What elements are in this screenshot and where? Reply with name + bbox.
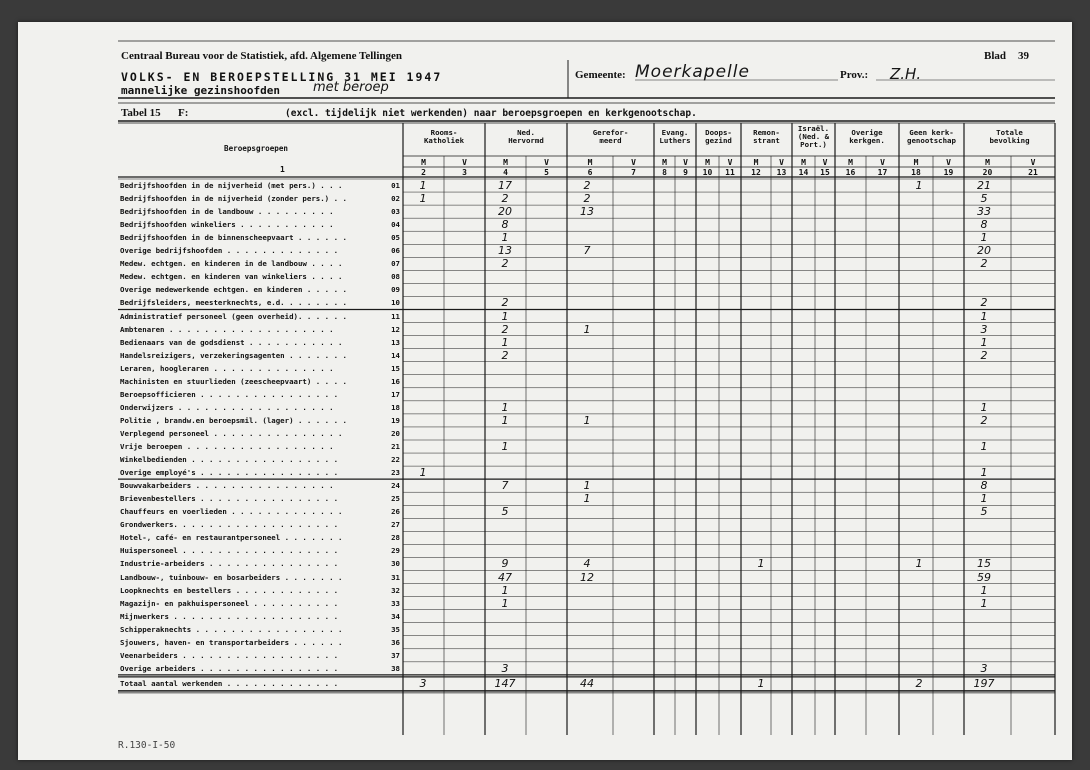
value-gm: 1 bbox=[583, 322, 591, 336]
column-number: 11 bbox=[725, 168, 735, 177]
column-group-9: Geen kerk- genootschap bbox=[907, 128, 956, 145]
column-number: 4 bbox=[503, 168, 508, 177]
sheet-number: 39 bbox=[1018, 50, 1029, 62]
value-tot: 15 bbox=[977, 557, 991, 571]
row-label: Leraren, hoogleraren . . . . . . . . . . . . . . bbox=[120, 363, 334, 373]
row-number: 26 bbox=[391, 507, 400, 517]
row-number: 13 bbox=[391, 337, 400, 347]
value-tot: 3 bbox=[980, 661, 988, 675]
value-gm: 7 bbox=[583, 244, 591, 258]
row-number: 30 bbox=[391, 559, 400, 569]
sub-label: V bbox=[880, 158, 885, 167]
row-number: 17 bbox=[391, 389, 400, 399]
row-label: Bedrijfshoofden in de binnenscheepvaart . . . . . . bbox=[120, 233, 347, 243]
value-tot: 33 bbox=[977, 205, 991, 219]
row-number: 16 bbox=[391, 376, 400, 386]
row-label: Bouwvakarbeiders . . . . . . . . . . . . . . . . bbox=[120, 481, 334, 491]
row-number: 01 bbox=[391, 181, 400, 190]
column-number: 15 bbox=[820, 168, 830, 177]
value-tot: 8 bbox=[980, 479, 988, 493]
value-geen: 2 bbox=[915, 676, 923, 690]
row-label: Overige arbeiders . . . . . . . . . . . . . . . . bbox=[120, 663, 339, 673]
sub-label: M bbox=[705, 158, 710, 167]
row-label: Schipperaknechts . . . . . . . . . . . . . . . . . bbox=[120, 624, 343, 634]
value-nh: 1 bbox=[501, 400, 509, 414]
row-header-number: 1 bbox=[280, 165, 285, 174]
value-nh: 2 bbox=[501, 296, 509, 310]
column-group-4: Evang. Luthers bbox=[659, 128, 691, 145]
column-group-6: Remon- strant bbox=[753, 128, 780, 145]
row-label: Onderwijzers . . . . . . . . . . . . . . . . . . bbox=[120, 402, 334, 412]
sub-label: V bbox=[822, 158, 828, 167]
row-label: Vrije beroepen . . . . . . . . . . . . . . . . . bbox=[120, 442, 334, 451]
bureau-line: Centraal Bureau voor de Statistiek, afd. Algemene Tellingen bbox=[121, 50, 403, 62]
value-rk: 1 bbox=[419, 466, 427, 480]
row-number: 11 bbox=[391, 311, 400, 321]
value-gm: 1 bbox=[583, 479, 591, 493]
prov-value: Z.H. bbox=[890, 65, 922, 83]
value-tot: 1 bbox=[980, 596, 988, 610]
value-tot: 2 bbox=[980, 296, 988, 310]
column-group-10: Totale bevolking bbox=[989, 128, 1030, 145]
row-header: Beroepsgroepen bbox=[224, 144, 289, 153]
column-number: 20 bbox=[982, 168, 993, 177]
value-nh: 2 bbox=[501, 322, 509, 336]
value-nh: 17 bbox=[498, 179, 512, 192]
value-geen: 1 bbox=[915, 557, 923, 571]
row-label: Brievenbestellers . . . . . . . . . . . . . . . . bbox=[120, 494, 339, 504]
row-label: Handelsreizigers, verzekeringsagenten . . . . . . . bbox=[120, 350, 347, 360]
row-number: 04 bbox=[391, 220, 400, 230]
row-label: Overige medewerkende echtgen. en kinderen . . . . . bbox=[120, 285, 347, 295]
column-number: 6 bbox=[587, 168, 593, 177]
census-sheet bbox=[18, 22, 1072, 760]
sub-label: V bbox=[946, 158, 951, 167]
gemeente-label: Gemeente: bbox=[575, 69, 626, 81]
row-number: 19 bbox=[391, 415, 400, 425]
column-group-1: Rooms- Katholiek bbox=[423, 128, 465, 145]
row-number: 14 bbox=[391, 350, 400, 360]
value-nh: 7 bbox=[501, 479, 509, 493]
value-tot: 1 bbox=[980, 466, 988, 480]
row-label: Medew. echtgen. en kinderen in de landbouw . . . . bbox=[120, 259, 343, 269]
sub-label: M bbox=[848, 158, 853, 167]
census-title: VOLKS- EN BEROEPSTELLING 31 MEI 1947 bbox=[121, 70, 443, 84]
row-number: 12 bbox=[391, 324, 400, 334]
sub-label: V bbox=[1030, 158, 1036, 167]
row-label: Bedrijfshoofden in de landbouw . . . . . . . . . bbox=[120, 207, 334, 217]
row-label: Bedrijfshoofden in de nijverheid (met pers.) . . . bbox=[120, 181, 343, 190]
row-label: Mijnwerkers . . . . . . . . . . . . . . . . . . . bbox=[120, 611, 339, 621]
value-nh: 1 bbox=[501, 413, 509, 427]
value-gm: 1 bbox=[583, 492, 591, 506]
row-label: Industrie-arbeiders . . . . . . . . . . . . . . . bbox=[120, 559, 339, 569]
value-gm: 44 bbox=[580, 676, 594, 690]
value-nh: 2 bbox=[501, 257, 509, 271]
sub-label: M bbox=[985, 158, 990, 167]
row-number: 02 bbox=[391, 194, 400, 204]
column-number: 16 bbox=[845, 168, 856, 177]
value-nh: 3 bbox=[501, 661, 509, 675]
value-rk: 1 bbox=[419, 192, 427, 206]
sub-label: V bbox=[631, 158, 636, 167]
column-number: 5 bbox=[544, 168, 549, 177]
column-group-5: Doops- gezind bbox=[705, 128, 732, 145]
column-number: 2 bbox=[421, 168, 426, 177]
row-label: Magazijn- en pakhuispersoneel . . . . . . . . . . bbox=[120, 598, 339, 608]
value-geen: 1 bbox=[915, 179, 923, 192]
value-tot: 5 bbox=[980, 192, 988, 206]
sub-label: M bbox=[662, 158, 667, 167]
row-label: Bedrijfshoofden in de nijverheid (zonder pers.) . . bbox=[120, 194, 347, 204]
row-number: 29 bbox=[391, 546, 400, 556]
value-rk: 3 bbox=[419, 676, 427, 690]
column-group-7: Israël. (Ned. & Port.) bbox=[797, 124, 830, 149]
value-nh: 2 bbox=[501, 348, 509, 362]
value-nh: 147 bbox=[494, 676, 516, 690]
row-number: 20 bbox=[391, 428, 400, 438]
sheet-label: Blad bbox=[984, 50, 1007, 62]
prov-label: Prov.: bbox=[840, 69, 869, 81]
gemeente-value: Moerkapelle bbox=[635, 62, 750, 82]
sub-label: V bbox=[462, 158, 467, 167]
table-mark: F: bbox=[178, 107, 189, 119]
value-nh: 1 bbox=[501, 440, 509, 453]
row-label: Ambtenaren . . . . . . . . . . . . . . . . . . . bbox=[120, 324, 334, 334]
column-number: 17 bbox=[877, 168, 888, 177]
row-label: Loopknechts en bestellers . . . . . . . . . . . . bbox=[120, 585, 339, 595]
table-label: Tabel 15 bbox=[121, 107, 161, 119]
column-number: 10 bbox=[702, 168, 713, 177]
row-number: 15 bbox=[391, 363, 400, 373]
row-number: 28 bbox=[391, 533, 400, 543]
row-label: Bedrijfsleiders, meesterknechts, e.d. . . . . . . . bbox=[120, 298, 347, 308]
value-tot: 2 bbox=[980, 413, 988, 427]
value-tot: 1 bbox=[980, 335, 988, 349]
sub-label: M bbox=[421, 158, 426, 167]
value-rk: 1 bbox=[419, 179, 427, 192]
value-nh: 5 bbox=[501, 505, 509, 519]
row-number: 09 bbox=[391, 285, 400, 295]
value-gm: 4 bbox=[583, 557, 591, 571]
value-nh: 1 bbox=[501, 335, 509, 349]
row-label: Hotel-, café- en restaurantpersoneel . . . . . . . bbox=[120, 533, 343, 543]
row-number: 32 bbox=[391, 585, 400, 595]
value-nh: 1 bbox=[501, 309, 509, 323]
subtitle-handwritten: met beroep bbox=[313, 80, 389, 95]
value-nh: 1 bbox=[501, 596, 509, 610]
row-label: Machinisten en stuurlieden (zeescheepvaart) . . . . bbox=[120, 376, 347, 386]
row-number: 22 bbox=[391, 455, 400, 465]
row-label: Chauffeurs en voerlieden . . . . . . . . . . . . . bbox=[120, 507, 343, 517]
column-number: 12 bbox=[751, 168, 761, 177]
total-label: Totaal aantal werkenden . . . . . . . . . . . . . bbox=[120, 678, 339, 688]
row-number: 06 bbox=[391, 246, 400, 256]
row-label: Verplegend personeel . . . . . . . . . . . . . . . bbox=[120, 428, 343, 438]
row-number: 23 bbox=[391, 468, 400, 478]
row-label: Huispersoneel . . . . . . . . . . . . . . . . . . bbox=[120, 546, 339, 556]
value-nh: 2 bbox=[501, 192, 509, 206]
sub-label: V bbox=[683, 158, 688, 167]
value-tot: 3 bbox=[980, 322, 988, 336]
row-number: 33 bbox=[391, 598, 400, 608]
subtitle-typed: mannelijke gezinshoofden bbox=[121, 84, 280, 97]
sub-label: V bbox=[779, 158, 784, 167]
column-group-2: Ned. Hervormd bbox=[508, 128, 544, 145]
sub-label: V bbox=[727, 158, 733, 167]
row-number: 35 bbox=[391, 624, 400, 634]
value-tot: 59 bbox=[977, 570, 991, 584]
value-tot: 20 bbox=[977, 244, 991, 258]
column-number: 7 bbox=[631, 168, 636, 177]
column-number: 21 bbox=[1028, 168, 1038, 177]
value-tot: 1 bbox=[980, 309, 988, 323]
row-number: 10 bbox=[391, 298, 400, 308]
row-number: 21 bbox=[391, 442, 400, 451]
value-tot: 1 bbox=[980, 231, 988, 245]
value-nh: 9 bbox=[501, 557, 509, 571]
row-number: 27 bbox=[391, 520, 400, 530]
value-rem: 1 bbox=[757, 676, 765, 690]
row-label: Medew. echtgen. en kinderen van winkeliers . . . . bbox=[120, 272, 343, 282]
column-number: 18 bbox=[911, 168, 921, 177]
row-number: 03 bbox=[391, 207, 400, 217]
row-label: Landbouw-, tuinbouw- en bosarbeiders . . . . . . . bbox=[120, 572, 343, 582]
sub-label: M bbox=[753, 158, 759, 167]
value-nh: 1 bbox=[501, 583, 509, 597]
value-tot: 8 bbox=[980, 218, 988, 232]
row-number: 36 bbox=[391, 637, 400, 647]
row-label: Bedrijfshoofden winkeliers . . . . . . . . . . . bbox=[120, 220, 334, 230]
row-number: 31 bbox=[391, 572, 400, 582]
row-label: Politie , brandw.en beroepsmil. (lager) . . . . . . bbox=[120, 415, 347, 425]
column-group-3: Gerefor- meerd bbox=[592, 128, 629, 145]
column-number: 3 bbox=[462, 168, 467, 177]
value-nh: 47 bbox=[498, 570, 512, 584]
row-number: 08 bbox=[391, 272, 400, 282]
value-gm: 12 bbox=[580, 570, 594, 584]
table-note: (excl. tijdelijk niet werkenden) naar beroepsgroepen en kerkgenootschap. bbox=[285, 108, 697, 119]
row-label: Veenarbeiders . . . . . . . . . . . . . . . . . . bbox=[120, 650, 339, 660]
row-label: Sjouwers, haven- en transportarbeiders . . . . . . bbox=[120, 637, 343, 647]
row-label: Overige bedrijfshoofden . . . . . . . . . . . . . bbox=[120, 246, 339, 256]
row-number: 24 bbox=[391, 481, 400, 491]
value-nh: 13 bbox=[498, 244, 512, 258]
row-number: 37 bbox=[391, 650, 400, 660]
column-number: 19 bbox=[943, 168, 954, 177]
value-nh: 1 bbox=[501, 231, 509, 245]
value-tot: 2 bbox=[980, 348, 988, 362]
row-number: 25 bbox=[391, 494, 400, 504]
value-tot: 1 bbox=[980, 492, 988, 506]
value-tot: 2 bbox=[980, 257, 988, 271]
sub-label: M bbox=[801, 158, 806, 167]
value-nh: 8 bbox=[501, 218, 509, 232]
value-tot: 1 bbox=[980, 440, 988, 453]
column-number: 9 bbox=[683, 168, 688, 177]
row-label: Overige employé's . . . . . . . . . . . . . . . . bbox=[120, 468, 339, 478]
sub-label: M bbox=[913, 158, 919, 167]
value-tot: 1 bbox=[980, 583, 988, 597]
row-label: Bedienaars van de godsdienst . . . . . . . . . . . bbox=[120, 337, 343, 347]
row-label: Administratief personeel (geen overheid). . . . . . bbox=[120, 311, 347, 321]
row-number: 38 bbox=[391, 663, 400, 673]
row-number: 05 bbox=[391, 233, 400, 243]
value-tot: 197 bbox=[973, 676, 995, 690]
column-number: 14 bbox=[798, 168, 809, 177]
value-tot: 1 bbox=[980, 400, 988, 414]
value-gm: 13 bbox=[580, 205, 594, 219]
sub-label: V bbox=[544, 158, 549, 167]
value-gm: 2 bbox=[583, 179, 591, 192]
column-number: 13 bbox=[776, 168, 787, 177]
row-number: 34 bbox=[391, 611, 400, 621]
form-code: R.130-I-50 bbox=[118, 740, 176, 751]
value-gm: 1 bbox=[583, 413, 591, 427]
sub-label: M bbox=[587, 158, 593, 167]
value-tot: 5 bbox=[980, 505, 988, 519]
row-number: 18 bbox=[391, 402, 400, 412]
value-nh: 20 bbox=[498, 205, 512, 219]
value-tot: 21 bbox=[977, 179, 991, 192]
value-gm: 2 bbox=[583, 192, 591, 206]
column-group-8: Overige kerkgen. bbox=[849, 128, 885, 145]
row-number: 07 bbox=[391, 259, 400, 269]
row-label: Grondwerkers. . . . . . . . . . . . . . . . . . . bbox=[120, 520, 339, 530]
value-rem: 1 bbox=[757, 557, 765, 571]
sub-label: M bbox=[503, 158, 508, 167]
row-label: Winkelbedienden . . . . . . . . . . . . . . . . . bbox=[120, 455, 339, 465]
row-label: Beroepsofficieren . . . . . . . . . . . . . . . . bbox=[120, 389, 339, 399]
column-number: 8 bbox=[662, 168, 667, 177]
